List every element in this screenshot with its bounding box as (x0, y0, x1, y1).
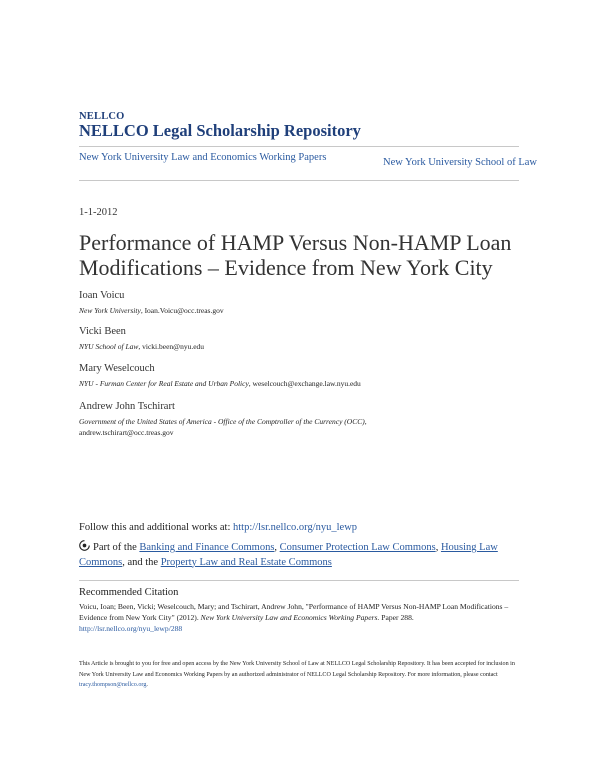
citation-paper-number: Paper 288. (381, 613, 414, 622)
separator: , and the (122, 556, 159, 568)
author-name: Ioan Voicu (79, 290, 125, 301)
commons-link-housing-law[interactable]: Housing Law Commons (79, 542, 498, 568)
author-email: andrew.tschirart@occ.treas.gov (79, 428, 174, 437)
affiliation-text: NYU School of Law (79, 342, 139, 351)
author-email: vicki.been@nyu.edu (142, 342, 205, 351)
separator: , (435, 542, 439, 553)
publication-date: 1-1-2012 (79, 207, 118, 218)
commons-link-banking-finance[interactable]: Banking and Finance Commons (139, 542, 275, 553)
open-access-icon (79, 540, 90, 551)
affiliation-text: Government of the United States of America - Office of the Comptroller of the Currency (OCC) (79, 417, 365, 426)
follow-label: Follow this and additional works at: (79, 522, 231, 533)
series-link-right[interactable]: New York University School of Law (383, 157, 537, 168)
contact-email-link[interactable]: tracy.thompson@nellco.org (79, 682, 147, 688)
paper-title: Performance of HAMP Versus Non-HAMP Loan Modifications – Evidence from New York City (79, 230, 512, 280)
citation-plain: Voicu, Ioan; Been, Vicki; Weselcouch, Mary; and Tschirart, Andrew John, "Performance of HAMP Versus Non-HAMP Loan Modifications – Evidence from New York City" (2012). (79, 602, 509, 622)
follow-line (79, 522, 357, 533)
header-top-divider (79, 146, 519, 147)
author-email: weselcouch@exchange.law.nyu.edu (252, 379, 361, 388)
series-link-left[interactable]: New York University Law and Economics Working Papers (79, 152, 327, 163)
commons-link-property-law[interactable]: Property Law and Real Estate Commons (160, 556, 332, 568)
citation-divider (79, 580, 519, 581)
citation-series: New York University Law and Economics Working Papers. (200, 613, 380, 622)
affiliation-text: New York University (79, 306, 141, 315)
affiliation-text: NYU - Furman Center for Real Estate and Urban Policy (79, 379, 249, 388)
notice-text: This Article is brought to you for free and open access by the New York University School of Law at NELLCO Legal Scholarship Repository. It has been accepted for inclusion in New York University Law and Economics Working Papers by an authorized administrator of NELLCO Legal Scholarship Repository. For more information, please contact (79, 661, 515, 678)
separator: , (274, 542, 278, 553)
access-notice (79, 659, 524, 691)
citation-text (79, 601, 519, 634)
author-email: Ioan.Voicu@occ.treas.gov (144, 306, 224, 315)
author-name: Mary Weselcouch (79, 363, 155, 374)
author-name: Andrew John Tschirart (79, 401, 175, 412)
commons-link-consumer-protection[interactable]: Consumer Protection Law Commons (279, 542, 436, 553)
follow-url-link[interactable]: http://lsr.nellco.org/nyu_lewp (233, 522, 358, 533)
author-name: Vicki Been (79, 326, 126, 337)
part-of-commons (79, 540, 529, 570)
repository-name[interactable]: NELLCO Legal Scholarship Repository (79, 121, 361, 140)
author-affiliation: Government of the United States of America - Office of the Comptroller of the Currency (OCC), andrew.tschirart@occ.treas.gov (79, 417, 367, 437)
author-affiliation: New York University, Ioan.Voicu@occ.treas.gov (79, 306, 224, 315)
author-affiliation: NYU - Furman Center for Real Estate and Urban Policy, weselcouch@exchange.law.nyu.edu (79, 379, 361, 388)
part-of-prefix: Part of the (93, 542, 137, 553)
header-bottom-divider (79, 180, 519, 181)
org-short-name: NELLCO (79, 111, 125, 122)
citation-heading: Recommended Citation (79, 587, 179, 598)
citation-url-link[interactable]: http://lsr.nellco.org/nyu_lewp/288 (79, 624, 183, 633)
author-affiliation: NYU School of Law, vicki.been@nyu.edu (79, 342, 205, 351)
notice-end: . (146, 682, 148, 688)
